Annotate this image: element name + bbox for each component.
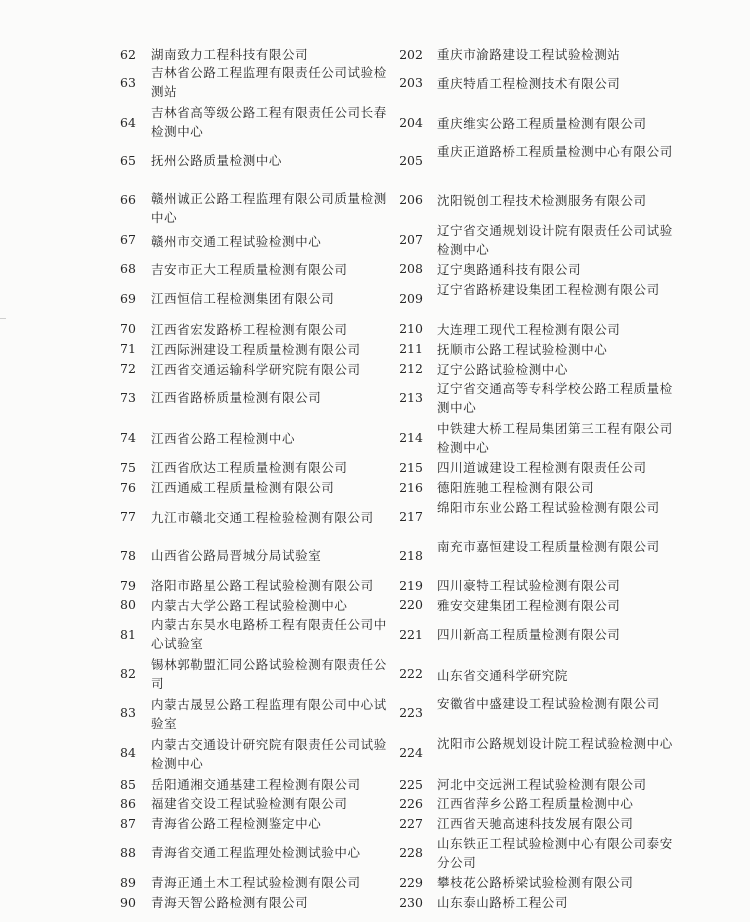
entry-number: 213 xyxy=(399,390,423,405)
entry-name: 青海省公路工程检测鉴定中心 xyxy=(151,816,322,831)
entry-name: 九江市赣北交通工程检验检测有限公司 xyxy=(151,510,374,525)
entry-number: 222 xyxy=(399,666,423,681)
entry-number: 66 xyxy=(120,192,136,207)
entry-name: 青海正通土木工程试验检测有限公司 xyxy=(151,875,361,890)
entry-name: 江西省路桥质量检测有限公司 xyxy=(151,390,322,405)
entry-number: 226 xyxy=(399,796,423,811)
entry-name: 河北中交远洲工程试验检测有限公司 xyxy=(437,777,647,792)
entry-name: 沈阳锐创工程技术检测服务有限公司 xyxy=(437,193,647,208)
entry-name: 中铁建大桥工程局集团第三工程有限公司检测中心 xyxy=(437,421,673,455)
entry-number: 211 xyxy=(399,341,423,356)
entry-name: 江西省欣达工程质量检测有限公司 xyxy=(151,460,348,475)
entry-number: 209 xyxy=(399,291,423,306)
entry-number: 63 xyxy=(120,75,136,90)
entry-number: 68 xyxy=(120,261,136,276)
entry-name: 内蒙古交通设计研究院有限责任公司试验检测中心 xyxy=(151,737,387,771)
entry-name: 赣州诚正公路工程监理有限公司质量检测中心 xyxy=(151,191,387,225)
entry-name: 绵阳市东业公路工程试验检测有限公司 xyxy=(437,500,660,515)
entry-name: 江西通威工程质量检测有限公司 xyxy=(151,480,335,495)
entry-name: 吉林省公路工程监理有限责任公司试验检测站 xyxy=(151,65,387,99)
entry-name: 赣州市交通工程试验检测中心 xyxy=(151,234,322,249)
entry-number: 70 xyxy=(120,321,136,336)
entry-number: 221 xyxy=(399,627,423,642)
entry-number: 71 xyxy=(120,341,136,356)
entry-name: 四川豪特工程试验检测有限公司 xyxy=(437,578,621,593)
entry-name: 锡林郭勒盟汇同公路试验检测有限责任公司 xyxy=(151,657,387,691)
entry-number: 62 xyxy=(120,47,136,62)
entry-number: 87 xyxy=(120,816,136,831)
entry-name: 江西省公路工程检测中心 xyxy=(151,431,296,446)
entry-name: 江西省天驰高速科技发展有限公司 xyxy=(437,816,634,831)
entry-number: 204 xyxy=(399,115,423,130)
entry-number: 81 xyxy=(120,627,136,642)
entry-name: 内蒙古东昊水电路桥工程有限责任公司中心试验室 xyxy=(151,617,387,651)
entry-name: 四川新高工程质量检测有限公司 xyxy=(437,627,621,642)
entry-number: 202 xyxy=(399,47,423,62)
entry-number: 84 xyxy=(120,745,136,760)
entry-number: 74 xyxy=(120,430,136,445)
entry-name: 抚顺市公路工程试验检测中心 xyxy=(437,342,608,357)
entry-name: 安徽省中盛建设工程试验检测有限公司 xyxy=(437,696,660,711)
entry-name: 内蒙古大学公路工程试验检测中心 xyxy=(151,598,348,613)
entry-name: 山东铁正工程试验检测中心有限公司泰安分公司 xyxy=(437,836,673,870)
entry-number: 80 xyxy=(120,597,136,612)
entry-name: 江西恒信工程检测集团有限公司 xyxy=(151,291,335,306)
entry-number: 208 xyxy=(399,261,423,276)
entry-name: 山东泰山路桥工程公司 xyxy=(437,895,569,910)
entry-number: 78 xyxy=(120,548,136,563)
entry-number: 229 xyxy=(399,875,423,890)
entry-name: 雅安交建集团工程检测有限公司 xyxy=(437,598,621,613)
entry-name: 岳阳通湘交通基建工程检测有限公司 xyxy=(151,777,361,792)
entry-number: 219 xyxy=(399,578,423,593)
entry-name: 重庆正道路桥工程质量检测中心有限公司 xyxy=(437,144,673,159)
entry-name: 洛阳市路星公路工程试验检测有限公司 xyxy=(151,578,374,593)
entry-name: 山东省交通科学研究院 xyxy=(437,668,569,683)
entry-number: 90 xyxy=(120,895,136,910)
entry-number: 65 xyxy=(120,153,136,168)
entry-number: 75 xyxy=(120,460,136,475)
entry-name: 辽宁省交通高等专科学校公路工程质量检测中心 xyxy=(437,381,673,415)
entry-number: 210 xyxy=(399,321,423,336)
entry-name: 青海省交通工程监理处检测试验中心 xyxy=(151,845,361,860)
entry-number: 73 xyxy=(120,390,136,405)
entry-number: 76 xyxy=(120,480,136,495)
entry-name: 大连理工现代工程检测有限公司 xyxy=(437,322,621,337)
entry-name: 江西省萍乡公路工程质量检测中心 xyxy=(437,796,634,811)
entry-number: 82 xyxy=(120,666,136,681)
entry-name: 抚州公路质量检测中心 xyxy=(151,153,283,168)
entry-number: 206 xyxy=(399,192,423,207)
entry-name: 湖南致力工程科技有限公司 xyxy=(151,47,309,62)
entry-name: 青海天智公路检测有限公司 xyxy=(151,895,309,910)
entry-number: 89 xyxy=(120,875,136,890)
entry-name: 山西省公路局晋城分局试验室 xyxy=(151,548,322,563)
entry-name: 吉安市正大工程质量检测有限公司 xyxy=(151,262,348,277)
entry-name: 内蒙古晟昱公路工程监理有限公司中心试验室 xyxy=(151,697,387,731)
entry-name: 重庆维实公路工程质量检测有限公司 xyxy=(437,116,647,131)
entry-name: 辽宁公路试验检测中心 xyxy=(437,362,569,377)
entry-number: 85 xyxy=(120,777,136,792)
entry-number: 86 xyxy=(120,796,136,811)
entry-name: 攀枝花公路桥梁试验检测有限公司 xyxy=(437,875,634,890)
entry-number: 217 xyxy=(399,509,423,524)
entry-number: 67 xyxy=(120,232,136,247)
entry-name: 吉林省高等级公路工程有限责任公司长春检测中心 xyxy=(151,105,387,139)
entry-name: 重庆特盾工程检测技术有限公司 xyxy=(437,76,621,91)
entry-number: 64 xyxy=(120,115,136,130)
entry-number: 223 xyxy=(399,705,423,720)
entry-name: 四川道诚建设工程检测有限责任公司 xyxy=(437,460,647,475)
entry-number: 88 xyxy=(120,845,136,860)
entry-name: 江西省宏发路桥工程检测有限公司 xyxy=(151,322,348,337)
entry-number: 227 xyxy=(399,816,423,831)
entry-name: 南充市嘉恒建设工程质量检测有限公司 xyxy=(437,539,660,554)
entry-number: 216 xyxy=(399,480,423,495)
entry-number: 79 xyxy=(120,578,136,593)
entry-number: 225 xyxy=(399,777,423,792)
entry-number: 215 xyxy=(399,460,423,475)
entry-name: 辽宁省路桥建设集团工程检测有限公司 xyxy=(437,282,660,297)
entry-number: 212 xyxy=(399,361,423,376)
entry-name: 江西际洲建设工程质量检测有限公司 xyxy=(151,342,361,357)
entry-number: 230 xyxy=(399,895,423,910)
entry-number: 207 xyxy=(399,232,423,247)
entry-number: 69 xyxy=(120,291,136,306)
entry-name: 江西省交通运输科学研究院有限公司 xyxy=(151,362,361,377)
entry-number: 224 xyxy=(399,745,423,760)
entry-name: 重庆市渝路建设工程试验检测站 xyxy=(437,47,621,62)
entry-name: 沈阳市公路规划设计院工程试验检测中心 xyxy=(437,736,673,751)
entry-number: 77 xyxy=(120,509,136,524)
entry-number: 214 xyxy=(399,430,423,445)
entry-number: 83 xyxy=(120,705,136,720)
entry-number: 203 xyxy=(399,75,423,90)
entry-number: 205 xyxy=(399,153,423,168)
entry-name: 辽宁奥路通科技有限公司 xyxy=(437,262,582,277)
entry-number: 72 xyxy=(120,361,136,376)
entry-name: 辽宁省交通规划设计院有限责任公司试验检测中心 xyxy=(437,223,673,257)
page-edge-mark xyxy=(0,318,6,319)
entry-number: 228 xyxy=(399,845,423,860)
entry-number: 218 xyxy=(399,548,423,563)
entry-number: 220 xyxy=(399,597,423,612)
entry-name: 福建省交设工程试验检测有限公司 xyxy=(151,796,348,811)
entry-name: 德阳旌驰工程检测有限公司 xyxy=(437,480,595,495)
